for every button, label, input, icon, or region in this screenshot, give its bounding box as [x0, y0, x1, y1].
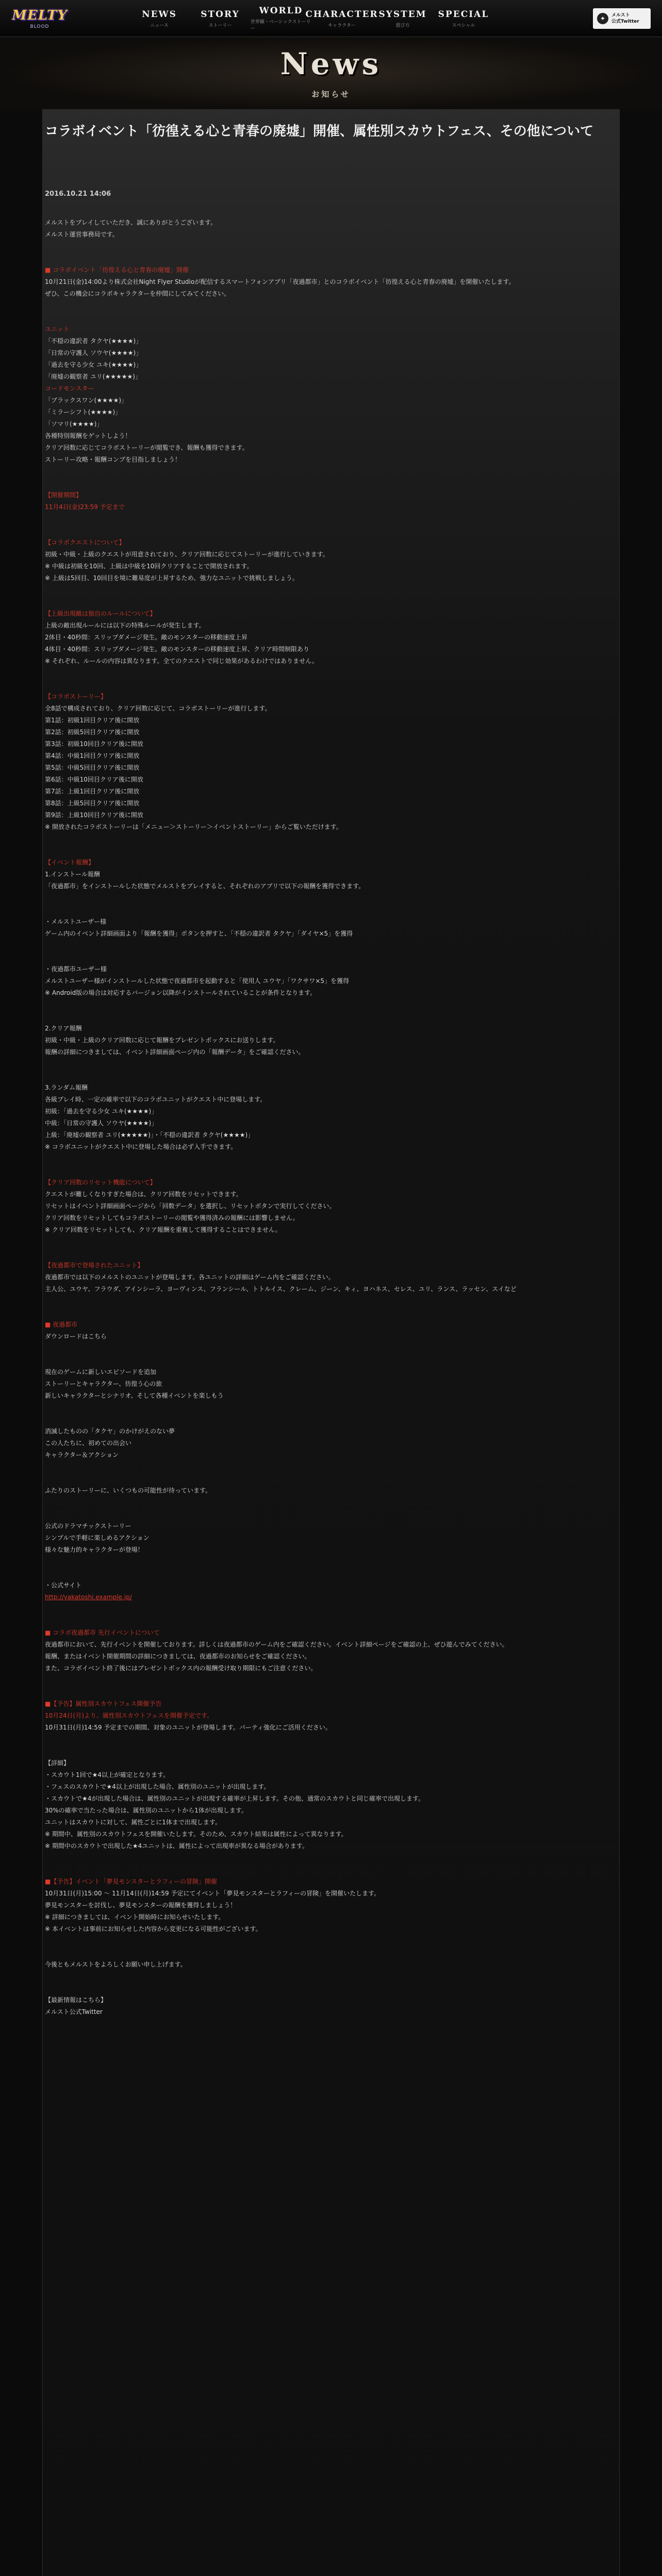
body-line: ※ それぞれ、ルールの内容は異なります。全てのクエストで同じ効果があるわけではありません。 [45, 657, 318, 665]
body-line: ・公式サイト [45, 1582, 82, 1589]
body-line: ・フェスのスカウトで★4以上が出現した場合、属性別のユニットが出現します。 [45, 1783, 270, 1790]
article-date: 2016.10.21 14:06 [45, 190, 111, 198]
twitter-button-line2: 公式Twitter [611, 19, 639, 24]
body-line: ※ 開放されたコラボストーリーは「メニュー＞ストーリー＞イベントストーリー」からご覧いただけます。 [45, 823, 342, 831]
body-line: 報酬の詳細につきましては、イベント詳細画面ページ内の「報酬データ」をご確認ください。 [45, 1048, 305, 1056]
body-line: 10月21日(金)14:00より株式会社Night Flyer Studioが配信するスマートフォンアプリ「夜過都市」とのコラボイベント「彷徨える心と青春の廃墟」を開催いたします。 [45, 278, 515, 285]
news-hero [0, 37, 662, 109]
section-heading: 【夜過都市で登場されたユニット】 [45, 1262, 144, 1269]
body-line: 第7話：上級1回目クリア後に開放 [45, 788, 140, 795]
spacer [45, 1556, 612, 1580]
body-line: メルストユーザー様がインストールした状態で夜過都市を起動すると「使用人 ユウヤ」「ワクサワ×5」を獲得 [45, 977, 350, 985]
twitter-button[interactable] [593, 8, 651, 29]
body-line: 第8話：上級5回目クリア後に開放 [45, 800, 140, 807]
body-line: 「廃墟の観察者 ユリ(★★★★★)」 [45, 373, 141, 380]
body-line: ストーリー攻略・報酬コンプを目指しましょう！ [45, 456, 181, 463]
nav-label-en: WORLD [259, 6, 303, 16]
body-line: ユニットはスカウトに対して、属性ごとに1体まで出現します。 [45, 1819, 221, 1826]
body-line: ぜひ、この機会にコラボキャラクターを仲間にしてみてください。 [45, 290, 230, 297]
section-heading: 11月4日(金)23:59 予定まで [45, 503, 125, 511]
spacer [45, 1402, 612, 1426]
body-line: 10月31日(月)14:59 予定までの期間、対象のユニットが登場します。パーティ強化にご活用ください。 [45, 1724, 332, 1731]
body-line: 第6話：中級10回目クリア後に開放 [45, 776, 143, 783]
section-heading: 10月24日(月)より、属性別スカウトフェスを開催予定です。 [45, 1712, 213, 1719]
body-line: 30%の確率で当たった場合は、属性別のユニットから1体が出現します。 [45, 1807, 247, 1814]
body-line: ふたりのストーリーに、いくつもの可能性が待っています。 [45, 1487, 212, 1494]
spacer [45, 466, 612, 489]
body-line: ※ 中級は初級を10回、上級は中級を10回クリアすることで開放されます。 [45, 563, 253, 570]
body-line: ゲーム内のイベント詳細画面より「報酬を獲得」ボタンを押すと、「不穏の違訳者 タクヤ」「ダイヤ×5」を獲得 [45, 930, 353, 937]
body-line: 様々な魅力的キャラクターが登場！ [45, 1546, 144, 1553]
body-line: 3.ランダム報酬 [45, 1084, 88, 1091]
spacer [45, 300, 612, 324]
body-line: ストーリーとキャラクター、彷徨う心の旅 [45, 1380, 162, 1387]
section-heading: 【イベント報酬】 [45, 859, 95, 866]
spacer [45, 1153, 612, 1177]
body-line: 「ミラーシフト(★★★★)」 [45, 409, 122, 416]
body-line: 現在のゲームに新しいエピソードを追加 [45, 1368, 157, 1376]
nav-special[interactable] [433, 0, 494, 37]
article-title: コラボイベント「彷徨える心と青春の廃墟」開催、属性別スカウトフェス、その他について [45, 124, 594, 139]
body-line: 第9話：上級10回目クリア後に開放 [45, 811, 143, 819]
nav-system[interactable] [372, 0, 433, 37]
body-line: 第3話：初級10回目クリア後に開放 [45, 740, 143, 748]
body-line: 公式のドラマチックストーリー [45, 1522, 131, 1530]
body-line: 全8話で構成されており、クリア回数に応じて、コラボストーリーが進行します。 [45, 705, 271, 712]
section-heading: ■ 夜過都市 [45, 1321, 78, 1328]
body-line: 第5話：中級5回目クリア後に開放 [45, 764, 140, 771]
spacer [45, 999, 612, 1023]
body-line: 10月31日(月)15:00 〜 11月14日(月)14:59 予定にてイベント「夢見モンスターとラフィーの冒険」を開催いたします。 [45, 1890, 380, 1897]
body-line: ※ Android版の場合は対応するバージョン以降がインストールされていることが条件となります。 [45, 989, 317, 996]
body-line: ※ 期間中、属性別のスカウトフェスを開催いたします。そのため、スカウト結果は属性によって異なります。 [45, 1831, 347, 1838]
hero-subtitle: お知らせ [311, 90, 351, 99]
nav-world[interactable] [251, 0, 311, 37]
body-line: クエストが難しくなりすぎた場合は、クリア回数をリセットできます。 [45, 1191, 242, 1198]
logo-subtext: BLOOD [30, 24, 49, 29]
body-line: 夜過都市において、先行イベントを開催しております。詳しくは夜過都市のゲーム内をご確認ください。イベント詳細ページをご確認の上、ぜひ遊んでみてください。 [45, 1641, 508, 1648]
official-site-link[interactable]: http://yakatoshi.example.jp/ [45, 1594, 132, 1601]
spacer [45, 1058, 612, 1082]
spacer [45, 1971, 612, 1994]
main-nav [129, 0, 494, 37]
nav-news[interactable] [129, 0, 190, 37]
twitter-button-line1: メルスト [611, 13, 630, 18]
nav-label-en: SYSTEM [378, 9, 427, 20]
body-line: メルスト公式Twitter [45, 2008, 103, 2015]
nav-label-en: CHARACTER [305, 9, 378, 20]
nav-character[interactable] [305, 0, 378, 37]
section-heading: ■【予告】イベント「夢見モンスターとラフィーの冒険」開催 [45, 1878, 218, 1885]
body-line: 1.インストール報酬 [45, 871, 100, 878]
spacer [45, 833, 612, 857]
body-line: 【詳細】 [45, 1759, 70, 1767]
spacer [45, 1295, 612, 1319]
body-line: ・スカウト1回で★4以上が確定となります。 [45, 1771, 170, 1778]
body-line: 「不穏の違訳者 タクヤ(★★★★)」 [45, 337, 142, 345]
body-line: クリア回数をリセットしてもコラボストーリーの閲覧や獲得済みの報酬には影響しません。 [45, 1214, 299, 1222]
body-line: 上級：「廃墟の観察者 ユリ(★★★★★)」・「不穏の違訳者 タクヤ(★★★★)」 [45, 1131, 254, 1139]
body-line: ・メルストユーザー様 [45, 918, 107, 925]
section-heading: 【コラボストーリー】 [45, 693, 107, 700]
body-line: 4体目・40秒間：スリップダメージ発生。敵のモンスターの移動速度上昇、クリア時間制限あり [45, 646, 309, 653]
body-line: ・スカウトで★4が出現した場合は、属性別のユニットが出現する確率が上昇します。その他、通常のスカウトと同じ確率で出現します。 [45, 1795, 424, 1802]
body-line: ※ 詳細につきましては、イベント開始時にお知らせいたします。 [45, 1913, 225, 1921]
section-heading: 【コラボクエストについて】 [45, 539, 125, 546]
twitter-button-label [611, 12, 639, 25]
body-line: 各級プレイ時、一定の確率で以下のコラボユニットがクエスト中に登場します。 [45, 1096, 267, 1103]
body-line: シンプルで手軽に楽しめるアクション [45, 1534, 150, 1541]
body-line: 新しいキャラクターとシナリオ、そして各種イベントを楽しもう [45, 1392, 224, 1399]
spacer [45, 1603, 612, 1627]
body-line: メルスト運営事務局です。 [45, 231, 119, 238]
nav-label-jp: 遊び方 [395, 23, 410, 28]
nav-label-en: STORY [201, 9, 240, 20]
body-line: ダウンロードはこちら [45, 1333, 107, 1340]
body-line: 「夜過都市」をインストールした状態でメルストをプレイすると、それぞれのアプリで以下の報酬を獲得できます。 [45, 883, 365, 890]
section-heading: 【開催期間】 [45, 492, 82, 499]
body-line: ・夜過都市ユーザー様 [45, 965, 107, 973]
body-line: 上級の敵出現ルールには以下の特殊ルールが発生します。 [45, 622, 205, 629]
section-heading: ■ コラボイベント「彷徨える心と青春の廃墟」開催 [45, 266, 189, 274]
body-line: 2.クリア報酬 [45, 1025, 82, 1032]
body-line: 初級・中級・上級のクエストが用意されており、クリア回数に応じてストーリーが進行していきます。 [45, 551, 329, 558]
spacer [45, 1497, 612, 1520]
section-heading: 【上級出現敵は独自のルールについて】 [45, 610, 156, 617]
body-line: 各種特別報酬をゲットしよう！ [45, 432, 131, 439]
body-line: ※ 本イベントは事前にお知らせした内容から変更になる可能性がございます。 [45, 1925, 262, 1933]
body-line: 「日常の守護人 ソウヤ(★★★★)」 [45, 349, 142, 357]
nav-label-jp: スペシャル [452, 23, 475, 28]
body-line: メルストをプレイしていただき、誠にありがとうございます。 [45, 219, 217, 226]
body-line: 【最新情報はこちら】 [45, 1996, 107, 2004]
body-line: 夜過都市では以下のメルストのユニットが登場します。各ユニットの詳細はゲーム内をご確認ください。 [45, 1274, 335, 1281]
body-line: ※ 期間中のスカウトで出現した★4ユニットは、属性によって出現率が異なる場合があります。 [45, 1842, 308, 1850]
body-line: 初級：「過去を守る少女 ユキ(★★★★)」 [45, 1108, 158, 1115]
body-line: また、コラボイベント終了後にはプレゼントボックス内の報酬受け取り期限にもご注意ください。 [45, 1665, 317, 1672]
body-line: 主人公、ユウヤ、フラウダ、アインシーラ、ヨーヴィンス、フランシール、トトルイス、クレーム、ジーン、キィ、ヨハネス、セレス、ユリ、ランス、ラッセン、スイなど [45, 1285, 517, 1293]
body-line: ※ コラボユニットがクエスト中に登場した場合は必ず入手できます。 [45, 1143, 237, 1150]
body-line: 2体目・40秒間：スリップダメージ発生。敵のモンスターの移動速度上昇 [45, 634, 247, 641]
body-line: 中級：「日常の守護人 ソウヤ(★★★★)」 [45, 1120, 158, 1127]
nav-label-jp: ストーリー [208, 23, 232, 28]
nav-story[interactable] [190, 0, 251, 37]
logo-text: MELTY [12, 8, 68, 23]
body-line: 「ブラックスワン(★★★★)」 [45, 397, 128, 404]
spacer [45, 241, 612, 264]
body-line: 消滅したものの「タクヤ」のかけがえのない夢 [45, 1428, 175, 1435]
spacer [45, 1236, 612, 1260]
body-line: 今後ともメルストをよろしくお願い申し上げます。 [45, 1961, 187, 1968]
body-line: ※ 上級は5回目、10回目を境に難易度が上昇するため、強力なユニットで挑戦しましょう。 [45, 574, 299, 582]
spacer [45, 513, 612, 537]
spacer [45, 1734, 612, 1757]
article-body [45, 217, 612, 2018]
nav-label-en: NEWS [142, 9, 177, 20]
twitter-icon: ✦ [597, 13, 608, 24]
spacer [45, 1461, 612, 1485]
section-heading: 【クリア回数のリセット機能について】 [45, 1179, 156, 1186]
section-heading: ユニット [45, 326, 70, 333]
site-header [0, 0, 662, 37]
section-heading: ■【予告】属性別スカウトフェス開催予告 [45, 1700, 162, 1707]
site-logo[interactable] [9, 3, 70, 34]
body-line: 第4話：中級1回目クリア後に開放 [45, 752, 140, 759]
spacer [45, 1935, 612, 1959]
spacer [45, 1343, 612, 1366]
nav-label-jp: キャラクター [328, 23, 356, 28]
spacer [45, 584, 612, 608]
body-line: 「ソマリ(★★★★)」 [45, 420, 103, 428]
body-line: リセットはイベント詳細画面ページから「回数データ」を選択し、リセットボタンで実行してください。 [45, 1202, 336, 1210]
nav-label-jp: ニュース [150, 23, 169, 28]
spacer [45, 940, 612, 963]
body-line: クリア回数に応じてコラボストーリーが閲覧でき、報酬も獲得できます。 [45, 444, 249, 451]
body-line: 第1話：初級1回目クリア後に開放 [45, 717, 140, 724]
body-line: 報酬、またはイベント開催期間の詳細につきましては、夜過都市のお知らせをご確認ください。 [45, 1653, 311, 1660]
spacer [45, 1852, 612, 1876]
body-line: この人たちに、初めての出会い [45, 1439, 132, 1447]
body-line: 第2話：初級5回目クリア後に開放 [45, 728, 140, 736]
section-heading: ■ コラボ夜過都市 先行イベントについて [45, 1629, 160, 1636]
hero-title: News [280, 46, 382, 81]
nav-label-en: SPECIAL [438, 9, 489, 20]
body-line: 「過去を守る少女 ユキ(★★★★)」 [45, 361, 142, 368]
body-line: キャラクター＆アクション [45, 1451, 119, 1459]
spacer [45, 1674, 612, 1698]
spacer [45, 667, 612, 691]
section-heading: コードモンスター [45, 385, 94, 392]
body-line: 初級・中級・上級のクリア回数に応じて報酬をプレゼントボックスにお送りします。 [45, 1037, 279, 1044]
body-line: 夢見モンスターを討伐し、夢見モンスターの報酬を獲得しましょう！ [45, 1902, 237, 1909]
body-line: ※ クリア回数をリセットしても、クリア報酬を重複して獲得することはできません。 [45, 1226, 282, 1233]
news-article [42, 109, 620, 2576]
nav-label-jp: 世界観・ベーシックストーリー [251, 20, 311, 31]
spacer [45, 892, 612, 916]
